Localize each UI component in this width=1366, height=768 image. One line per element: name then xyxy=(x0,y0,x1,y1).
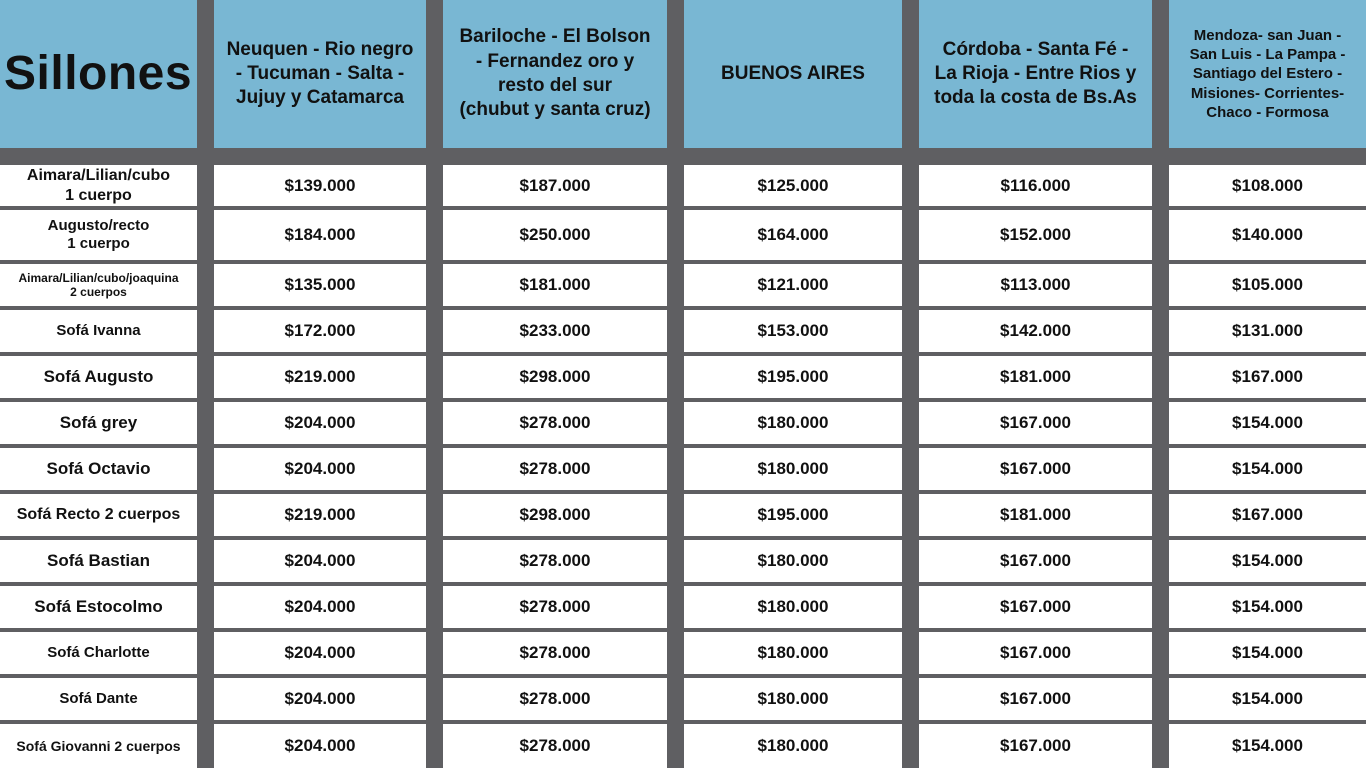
price-cell xyxy=(214,494,426,536)
price-cell xyxy=(919,310,1152,352)
price-value: $154.000 xyxy=(1232,413,1303,432)
price-cell xyxy=(214,540,426,582)
price-cell xyxy=(684,210,902,260)
product-name-line: Sofá Giovanni 2 cuerpos xyxy=(16,737,181,754)
row-product-name xyxy=(0,210,197,260)
price-cell xyxy=(443,165,667,206)
row-product-name xyxy=(0,264,197,306)
price-value: $204.000 xyxy=(284,459,356,478)
price-cell xyxy=(684,632,902,674)
price-cell xyxy=(684,540,902,582)
price-cell xyxy=(684,586,902,628)
price-value: $131.000 xyxy=(1232,321,1303,340)
price-value: $140.000 xyxy=(1232,225,1303,244)
product-name-line: Aimara/Lilian/cubo/joaquina xyxy=(18,270,179,285)
price-value: $142.000 xyxy=(1000,321,1071,340)
column-header-line: San Luis - La Pampa - xyxy=(1189,46,1346,64)
column-header-line: resto del sur xyxy=(497,75,613,96)
price-value: $167.000 xyxy=(1000,459,1071,478)
price-value: $154.000 xyxy=(1232,597,1303,616)
price-value: $298.000 xyxy=(519,367,591,386)
price-value: $154.000 xyxy=(1232,643,1303,662)
product-name-text xyxy=(48,217,150,253)
price-value: $180.000 xyxy=(757,413,829,432)
price-value: $204.000 xyxy=(284,413,356,432)
price-cell xyxy=(684,494,902,536)
price-cell xyxy=(214,356,426,398)
price-cell xyxy=(919,264,1152,306)
price-cell xyxy=(443,632,667,674)
price-value: $219.000 xyxy=(284,367,356,386)
column-header-line: Bariloche - El Bolson xyxy=(459,26,651,48)
product-name-line: Sofá Dante xyxy=(59,690,138,707)
row-product-name xyxy=(0,165,197,206)
price-value: $180.000 xyxy=(757,459,829,478)
price-cell xyxy=(443,448,667,490)
price-cell xyxy=(1169,494,1366,536)
price-value: $125.000 xyxy=(757,175,829,195)
column-header-line: La Rioja - Entre Rios y xyxy=(934,62,1137,84)
row-product-name xyxy=(0,448,197,490)
price-value: $167.000 xyxy=(1000,413,1071,432)
price-cell xyxy=(684,678,902,720)
product-name-line: Sofá Bastian xyxy=(47,550,150,570)
price-cell xyxy=(443,356,667,398)
price-value: $121.000 xyxy=(757,275,829,294)
column-header-text xyxy=(227,38,414,111)
price-cell xyxy=(443,724,667,768)
column-header-region xyxy=(919,0,1152,148)
price-cell xyxy=(684,165,902,206)
price-cell xyxy=(1169,540,1366,582)
product-name-line: Sofá Ivanna xyxy=(56,322,141,339)
column-header-line: Jujuy y Catamarca xyxy=(236,87,404,109)
product-name-line: Sofá Estocolmo xyxy=(34,596,163,616)
price-value: $204.000 xyxy=(284,551,356,570)
column-header-line: Mendoza- san Juan - xyxy=(1193,27,1342,45)
row-product-name xyxy=(0,310,197,352)
price-value: $167.000 xyxy=(1000,689,1071,708)
price-cell xyxy=(214,264,426,306)
price-cell xyxy=(214,632,426,674)
column-header-line: - Fernandez oro y xyxy=(475,50,635,72)
price-value: $180.000 xyxy=(757,551,829,570)
price-value: $154.000 xyxy=(1232,689,1303,708)
price-value: $167.000 xyxy=(1000,597,1071,616)
price-value: $167.000 xyxy=(1232,367,1303,386)
price-value: $154.000 xyxy=(1232,736,1303,755)
product-name-line: 2 cuerpos xyxy=(70,285,127,299)
column-header-line: Misiones- Corrientes- xyxy=(1190,84,1345,102)
price-cell xyxy=(443,540,667,582)
price-value: $113.000 xyxy=(1000,275,1071,294)
price-cell xyxy=(214,448,426,490)
price-cell xyxy=(684,356,902,398)
column-header-text xyxy=(1190,26,1346,122)
price-cell xyxy=(1169,264,1366,306)
column-header-region xyxy=(443,0,667,148)
price-cell xyxy=(919,210,1152,260)
column-header-text xyxy=(459,25,650,122)
price-cell xyxy=(684,310,902,352)
price-value: $116.000 xyxy=(1000,175,1071,195)
price-cell xyxy=(1169,310,1366,352)
price-cell xyxy=(919,402,1152,444)
product-name-text xyxy=(44,367,154,387)
row-product-name xyxy=(0,540,197,582)
price-value: $278.000 xyxy=(519,736,591,755)
price-value: $204.000 xyxy=(284,689,356,708)
price-value: $278.000 xyxy=(519,413,591,432)
price-value: $181.000 xyxy=(1000,505,1071,524)
price-cell xyxy=(214,724,426,768)
column-header-line: Neuquen - Rio negro xyxy=(226,38,414,60)
product-name-line: Sofá Augusto xyxy=(43,366,154,386)
product-name-text xyxy=(47,551,150,571)
column-header-text xyxy=(721,62,865,86)
price-value: $105.000 xyxy=(1232,275,1303,294)
product-name-text xyxy=(27,166,170,204)
price-cell xyxy=(919,540,1152,582)
price-cell xyxy=(684,724,902,768)
price-cell xyxy=(214,165,426,206)
price-value: $184.000 xyxy=(284,225,356,244)
price-cell xyxy=(214,586,426,628)
product-name-text xyxy=(18,271,178,300)
column-header-region xyxy=(1169,0,1366,148)
price-cell xyxy=(919,165,1152,206)
row-product-name xyxy=(0,356,197,398)
column-header-text xyxy=(934,38,1137,111)
price-cell xyxy=(919,632,1152,674)
product-name-line: Sofá Recto 2 cuerpos xyxy=(16,506,181,524)
price-value: $204.000 xyxy=(284,643,356,662)
price-cell xyxy=(1169,402,1366,444)
product-name-text xyxy=(17,505,181,524)
price-cell xyxy=(443,310,667,352)
price-value: $233.000 xyxy=(519,321,591,340)
price-value: $298.000 xyxy=(519,505,591,524)
product-name-line: Sofá Octavio xyxy=(46,458,151,478)
price-cell xyxy=(1169,678,1366,720)
price-value: $152.000 xyxy=(1000,225,1071,244)
column-header-region xyxy=(214,0,426,148)
price-value: $195.000 xyxy=(757,367,829,386)
price-value: $181.000 xyxy=(519,275,591,294)
price-cell xyxy=(1169,632,1366,674)
product-name-line: Aimara/Lilian/cubo xyxy=(26,167,171,185)
price-cell xyxy=(443,586,667,628)
price-cell xyxy=(1169,448,1366,490)
price-value: $181.000 xyxy=(1000,367,1071,386)
product-name-text xyxy=(34,597,162,617)
product-name-line: 1 cuerpo xyxy=(65,186,132,204)
price-value: $180.000 xyxy=(757,597,829,616)
price-value: $167.000 xyxy=(1000,643,1071,662)
price-cell xyxy=(443,494,667,536)
column-header-line: Chaco - Formosa xyxy=(1206,103,1329,121)
price-cell xyxy=(684,448,902,490)
price-value: $167.000 xyxy=(1232,505,1303,524)
table-title-text: Sillones xyxy=(4,47,193,101)
price-value: $108.000 xyxy=(1232,175,1303,195)
column-header-line: toda la costa de Bs.As xyxy=(934,87,1137,109)
price-cell xyxy=(443,678,667,720)
price-value: $180.000 xyxy=(757,736,829,755)
product-name-line: Sofá Charlotte xyxy=(47,644,150,661)
price-value: $153.000 xyxy=(757,321,829,340)
price-cell xyxy=(214,402,426,444)
price-cell xyxy=(214,210,426,260)
price-value: $167.000 xyxy=(1000,551,1071,570)
product-name-text xyxy=(56,322,140,340)
price-cell xyxy=(443,210,667,260)
price-cell xyxy=(214,678,426,720)
price-cell xyxy=(1169,724,1366,768)
price-value: $278.000 xyxy=(519,597,591,616)
product-name-line: 1 cuerpo xyxy=(67,235,130,252)
row-product-name xyxy=(0,494,197,536)
price-cell xyxy=(1169,586,1366,628)
price-cell xyxy=(919,586,1152,628)
column-header-region xyxy=(684,0,902,148)
price-value: $139.000 xyxy=(284,175,356,195)
price-cell xyxy=(214,310,426,352)
column-header-line: (chubut y santa cruz) xyxy=(459,99,651,121)
product-name-line: Sofá grey xyxy=(59,412,138,432)
price-cell xyxy=(919,448,1152,490)
row-product-name xyxy=(0,724,197,768)
price-value: $195.000 xyxy=(757,505,829,524)
product-name-text xyxy=(47,644,150,662)
price-cell xyxy=(443,402,667,444)
price-cell xyxy=(1169,165,1366,206)
price-cell xyxy=(443,264,667,306)
price-value: $278.000 xyxy=(519,689,591,708)
row-product-name xyxy=(0,678,197,720)
price-value: $278.000 xyxy=(519,551,591,570)
price-value: $180.000 xyxy=(757,689,829,708)
product-name-text xyxy=(16,738,180,755)
price-value: $278.000 xyxy=(519,459,591,478)
row-product-name xyxy=(0,586,197,628)
price-value: $135.000 xyxy=(284,275,356,294)
price-value: $180.000 xyxy=(757,643,829,662)
price-cell xyxy=(684,264,902,306)
product-name-text xyxy=(47,459,151,479)
product-name-text xyxy=(60,413,137,433)
price-cell xyxy=(1169,356,1366,398)
price-cell xyxy=(684,402,902,444)
price-value: $167.000 xyxy=(1000,736,1071,755)
column-header-line: - Tucuman - Salta - xyxy=(235,62,405,84)
price-value: $154.000 xyxy=(1232,459,1303,478)
table-title xyxy=(0,0,197,148)
price-value: $219.000 xyxy=(284,505,356,524)
column-header-line: Córdoba - Santa Fé - xyxy=(942,38,1129,60)
price-value: $172.000 xyxy=(284,321,356,340)
column-header-line: Santiago del Estero - xyxy=(1192,65,1343,83)
price-value: $250.000 xyxy=(519,225,591,244)
price-cell xyxy=(919,724,1152,768)
product-name-text xyxy=(59,690,137,708)
price-cell xyxy=(919,356,1152,398)
price-cell xyxy=(919,678,1152,720)
price-cell xyxy=(919,494,1152,536)
column-header-line: BUENOS AIRES xyxy=(721,62,865,84)
price-value: $154.000 xyxy=(1232,551,1303,570)
price-cell xyxy=(1169,210,1366,260)
price-value: $204.000 xyxy=(284,736,356,755)
product-name-line: Augusto/recto xyxy=(47,217,150,234)
price-value: $278.000 xyxy=(519,643,591,662)
price-value: $164.000 xyxy=(757,225,829,244)
row-product-name xyxy=(0,632,197,674)
row-product-name xyxy=(0,402,197,444)
price-value: $204.000 xyxy=(284,597,356,616)
price-value: $187.000 xyxy=(519,175,591,195)
